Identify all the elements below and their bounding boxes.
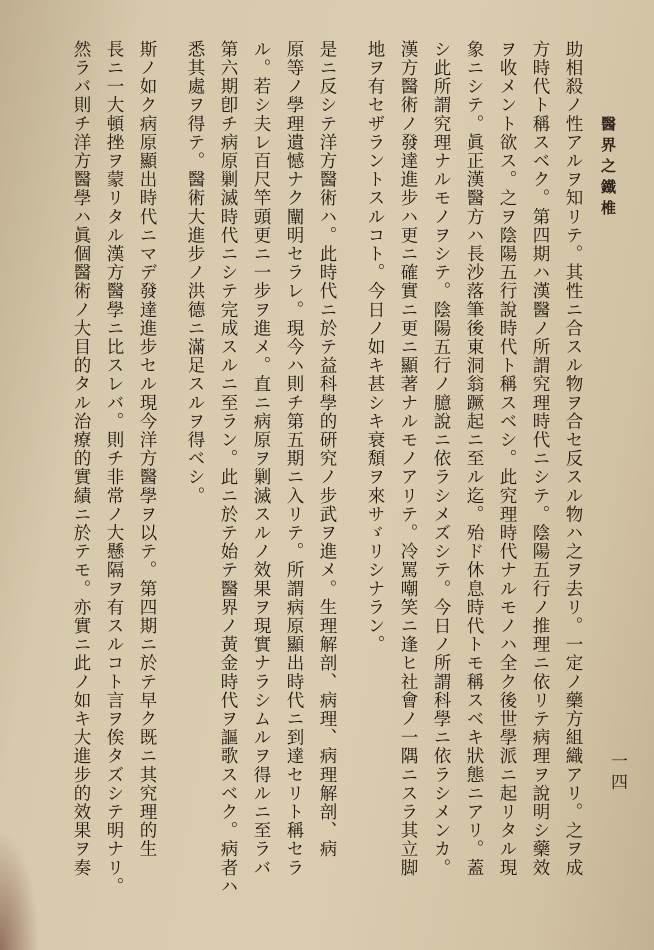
text-column: 長ニ一大頓挫ヲ蒙リタル漢方醫學ニ比スレバ。則チ非常ノ大懸隔ヲ有スルコト言ヲ俟タズシテ明ナリ。 xyxy=(104,40,124,896)
text-column: 漢方醫術ノ發達進步ハ更ニ確實ニ更ニ顯著ナルモノアリテ。冷罵嘲笑ニ逢ヒ社會ノ一隅ニスラ其立脚 xyxy=(398,40,418,877)
text-column: 第六期卽チ病原剿滅時代ニシテ完成スルニ至ラン。此ニ於テ始テ醫界ノ黃金時代ヲ謳歌スベク。病者ハ xyxy=(218,40,238,896)
running-header: 醫界之鐵椎 xyxy=(599,116,617,221)
text-column: 然ラバ則チ洋方醫學ハ眞個醫術ノ大目的タル治療的實績ニ於テモ。亦實ニ此ノ如キ大進步的效果ヲ奏 xyxy=(71,40,91,877)
text-column: ル。若シ夫レ百尺竿頭更ニ一步ヲ進メ。直ニ病原ヲ剿滅スルノ效果ヲ現實ナラシムルヲ得ルニ至ラバ xyxy=(251,40,271,877)
text-column: 助相殺ノ性アルヲ知リテ。其性ニ合スル物ヲ合セ反スル物ハ之ヲ去リ。一定ノ藥方組織アリ。之ヲ成 xyxy=(563,40,583,877)
text-column: ヲ收メント欲ス。之ヲ陰陽五行說時代ト稱スベシ。此究理時代ナルモノハ全ク後世學派ニ起リタル現 xyxy=(497,40,517,877)
text-column: 原等ノ學理遺憾ナク闡明セラレ。現今ハ則チ第五期ニ入リテ。所謂病原顯出時代ニ到達セリト稱セラ xyxy=(284,40,304,877)
finger-shadow xyxy=(0,830,40,950)
text-column: 斯ノ如ク病原顯出時代ニマデ發達進步セル現今洋方醫學ヲ以テ。第四期ニ於テ早ク既ニ其究理的生 xyxy=(137,40,157,859)
text-column: シ此所謂究理ナルモノヲシテ。陰陽五行ノ臆說ニ依ラシメズシテ。今日ノ所謂科學ニ依ラシメンカ。 xyxy=(431,40,451,877)
text-column: 地ヲ有セザラントスルコト。今日ノ如キ甚シキ衰頽ヲ來サゞリシナラン。 xyxy=(365,40,385,654)
text-column: 是ニ反シテ洋方醫術ハ。此時代ニ於テ益科學的硏究ノ步武ヲ進メ。生理解剖、病理、病理解剖、病 xyxy=(317,40,337,859)
text-column: 悉其處ヲ得テ。醫術大進步ノ洪德ニ滿足スルヲ得ベシ。 xyxy=(185,40,205,505)
text-column: 方時代ト稱スベク。第四期ハ漢醫ノ所謂究理時代ニシテ。陰陽五行ノ推理ニ依リテ病理ヲ說明シ藥效 xyxy=(530,40,550,877)
text-column: 象ニシテ。眞正漢醫方ハ長沙落筆後東洞翁蹶起ニ至ル迄。殆ド休息時代トモ稱スベキ狀態ニアリ。蓋 xyxy=(464,40,484,877)
page-number: 一四 xyxy=(607,752,627,794)
